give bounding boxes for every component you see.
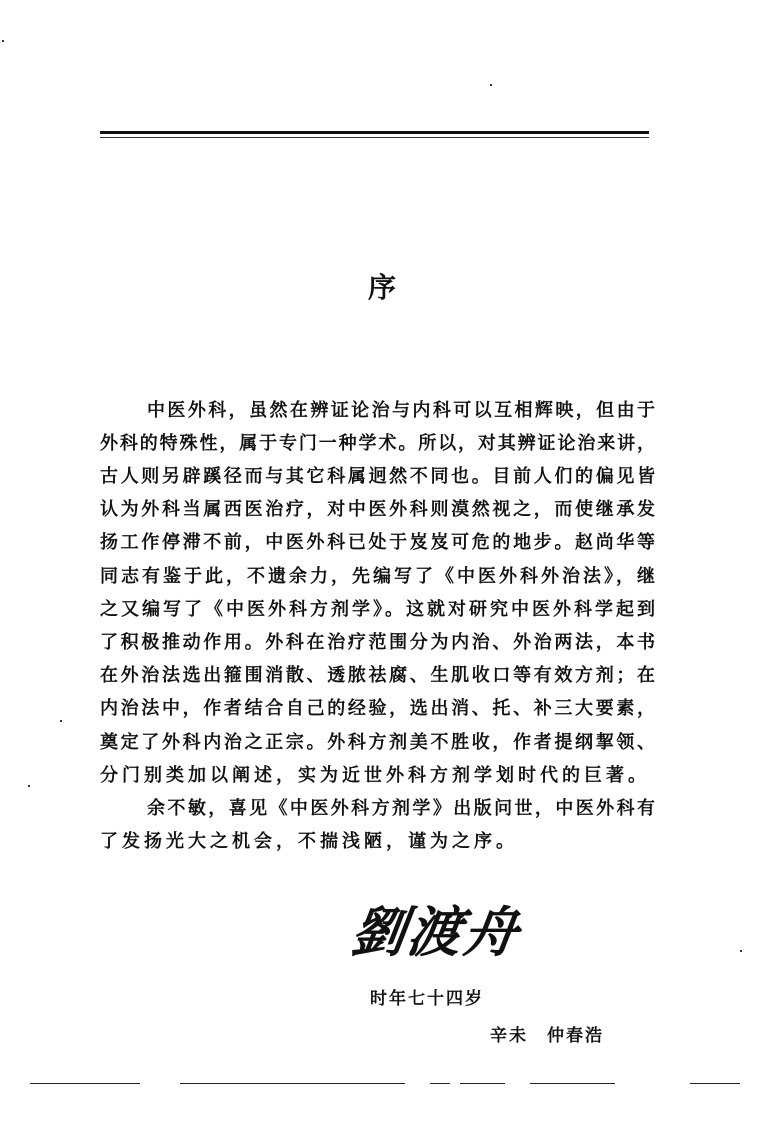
text-line: 中医外科，虽然在辨证论治与内科可以互相辉映，但由于: [147, 400, 655, 421]
scan-artifact-line: [180, 1083, 405, 1084]
header-rule-thick: [100, 131, 649, 134]
scan-speck: [740, 950, 742, 952]
text-line: 同志有鉴于此，不遗余力，先编写了《中医外科外治法》，继: [100, 566, 655, 587]
scan-artifact-line: [460, 1083, 505, 1084]
scan-speck: [2, 40, 4, 42]
age-note: 时年七十四岁: [370, 989, 484, 1009]
text-line: 奠定了外科内治之正宗。外科方剂美不胜收，作者提纲挈领、: [100, 732, 655, 753]
scan-artifact-line: [430, 1083, 450, 1084]
text-line: 余不敏，喜见《中医外科方剂学》出版问世，中医外科有: [147, 798, 655, 819]
text-line: 在外治法选出箍围消散、透脓祛腐、生肌收口等有效方剂；在: [100, 665, 655, 686]
date-note: 辛未 仲春浩: [490, 1026, 604, 1046]
text-line: 了发扬光大之机会，不揣浅陋，谨为之序。: [100, 831, 518, 852]
text-line: 古人则另辟蹊径而与其它科属迥然不同也。目前人们的偏见皆: [100, 466, 655, 487]
scan-speck: [490, 84, 492, 86]
page-title: 序: [368, 271, 397, 304]
scan-artifact-line: [30, 1083, 140, 1084]
text-line: 认为外科当属西医治疗，对中医外科则漠然视之，而使继承发: [100, 499, 655, 520]
scan-artifact-line: [530, 1083, 615, 1084]
text-line: 了积极推动作用。外科在治疗范围分为内治、外治两法，本书: [100, 632, 655, 653]
scan-speck: [60, 720, 62, 722]
scan-artifact-line: [690, 1083, 740, 1084]
scan-speck: [28, 785, 30, 787]
signature: 劉渡舟: [347, 900, 525, 964]
header-rule-thin: [100, 137, 649, 138]
text-line: 外科的特殊性，属于专门一种学术。所以，对其辨证论治来讲，: [100, 433, 655, 454]
text-line: 扬工作停滞不前，中医外科已处于岌岌可危的地步。赵尚华等: [100, 532, 655, 553]
text-line: 之又编写了《中医外科方剂学》。这就对研究中医外科学起到: [100, 599, 655, 620]
text-line: 分门别类加以阐述，实为近世外科方剂学划时代的巨著。: [100, 765, 650, 786]
text-line: 内治法中，作者结合自己的经验，选出消、托、补三大要素，: [100, 698, 655, 719]
